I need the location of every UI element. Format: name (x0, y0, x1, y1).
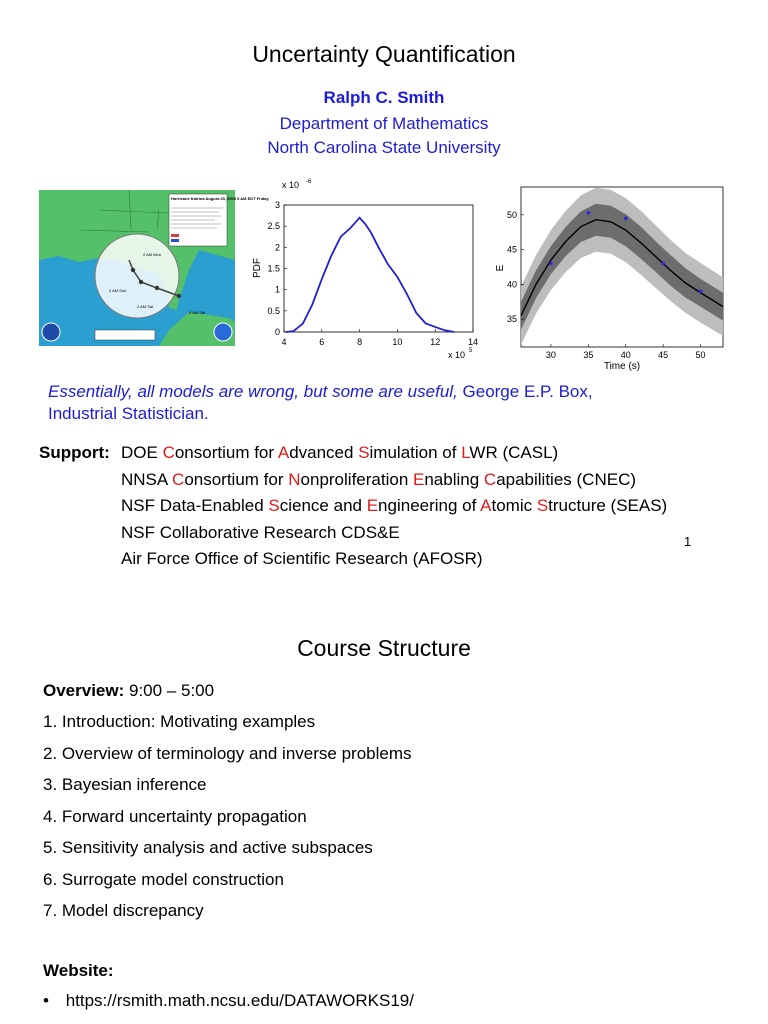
energy-xtick-label: 30 (545, 350, 556, 360)
energy-chart (493, 183, 733, 373)
pdf-ytick-label: 0 (274, 327, 280, 337)
energy-xlabel: Time (s) (603, 361, 641, 372)
quote-attribution: George E.P. Box, (462, 382, 593, 401)
support-text: NNSA (121, 469, 173, 489)
support-initial: E (413, 469, 425, 489)
university: North Carolina State University (267, 138, 501, 157)
support-text: cience and (279, 496, 367, 515)
page-number: 1 (684, 534, 692, 549)
overview-label: Overview: (43, 681, 125, 700)
energy-data-point (661, 262, 665, 266)
website-line (43, 991, 414, 1011)
energy-ytick-label: 45 (506, 244, 517, 255)
energy-data-point (624, 217, 628, 221)
pdf-ylabel: PDF (252, 258, 263, 278)
support-text: Air Force Office of Scientific Research (AFOSR) (121, 549, 483, 568)
support-initial: C (162, 443, 175, 462)
pdf-ytick-label: 2 (274, 242, 280, 253)
slide2-title: Course Structure (297, 635, 471, 661)
pdf-plot-area (284, 205, 473, 332)
energy-ylabel: E (495, 264, 506, 272)
pdf-x-exponent-power: 5 (469, 348, 473, 354)
energy-xtick-label: 35 (583, 350, 594, 360)
support-initial: S (358, 443, 370, 462)
website-url[interactable]: https://rsmith.math.ncsu.edu/DATAWORKS19/ (65, 991, 414, 1010)
course-item: 5. Sensitivity analysis and active subspaces (43, 838, 373, 857)
energy-data-point (699, 290, 703, 294)
pdf-ytick-label: 3 (274, 200, 280, 210)
pdf-xtick-label: 6 (319, 337, 325, 347)
energy-xtick-label: 45 (658, 350, 669, 360)
support-line (121, 470, 667, 497)
course-item: 4. Forward uncertainty propagation (43, 806, 307, 826)
support-line (121, 443, 667, 470)
pdf-x-exponent: x 10 (448, 350, 466, 360)
support-text: tructure (SEAS) (548, 496, 668, 515)
support-text: tomic (491, 496, 537, 515)
support-text: NSF Data-Enabled (121, 496, 269, 515)
pdf-ytick-label: 2.5 (267, 221, 280, 232)
pdf-ytick-label: 0.5 (267, 305, 280, 316)
support-text: onsortium for (174, 443, 278, 462)
course-item: 3. Bayesian inference (43, 775, 207, 794)
support-text: NSF Collaborative Research CDS&E (121, 522, 400, 542)
website-label: Website: (43, 961, 114, 980)
energy-data-point (587, 211, 591, 215)
map-label-sun: 2 AM Sun (109, 288, 127, 293)
support-text: imulation of (369, 443, 462, 462)
course-list (43, 712, 412, 933)
pdf-xtick-label: 4 (281, 337, 287, 347)
support-line (121, 549, 667, 576)
quote-line1 (48, 382, 593, 402)
support-initial: E (366, 496, 379, 515)
energy-ytick-label: 35 (506, 314, 517, 325)
overview-line (43, 681, 214, 701)
support-initial: C (172, 469, 185, 489)
course-item: 1. Introduction: Motivating examples (43, 712, 316, 731)
support-initial: C (483, 469, 497, 489)
support-text: WR (CASL) (469, 443, 559, 462)
map-label-sat: 2 AM Sat (137, 304, 154, 309)
pdf-chart (248, 172, 488, 364)
pdf-xtick-label: 10 (392, 337, 403, 347)
slide1-title: Uncertainty Quantification (252, 41, 516, 67)
course-item: 7. Model discrepancy (43, 901, 204, 920)
energy-data-point (549, 262, 553, 266)
author-name: Ralph C. Smith (323, 88, 445, 107)
map-label-mon: 2 AM Mon (143, 252, 162, 257)
pdf-ytick-label: 1 (274, 284, 280, 295)
pdf-ytick-label: 1.5 (267, 263, 280, 274)
support-text: DOE (121, 443, 163, 462)
support-label: Support: (39, 443, 110, 462)
pdf-y-exponent-power: -6 (306, 179, 312, 185)
pdf-xtick-label: 8 (357, 337, 363, 347)
support-text: dvanced (289, 443, 359, 462)
bullet: • (43, 991, 49, 1010)
pdf-xtick-label: 14 (467, 337, 479, 347)
department: Department of Mathematics (279, 114, 489, 133)
energy-ytick-label: 40 (506, 279, 517, 290)
support-initial: N (288, 469, 301, 489)
support-initial: S (536, 496, 549, 515)
course-item: 6. Surrogate model construction (43, 869, 284, 889)
support-initial: A (277, 443, 290, 462)
pdf-xtick-label: 12 (430, 337, 441, 347)
support-text: onsortium for (184, 469, 289, 489)
energy-xtick-label: 50 (695, 350, 706, 360)
support-text: onproliferation (300, 469, 413, 489)
pdf-y-exponent: x 10 (282, 180, 300, 190)
support-initial: A (480, 496, 492, 515)
quote-line2: Industrial Statistician. (48, 404, 209, 423)
energy-ytick-label: 50 (506, 209, 517, 220)
map-legend-title: Hurricane Katrina August 25, 2005 5 AM EDT Friday (171, 196, 269, 201)
map-label-sat2: 8 AM Sat (189, 310, 206, 315)
energy-xtick-label: 40 (620, 350, 631, 360)
support-line (121, 496, 667, 523)
support-text: nabling (424, 469, 484, 489)
support-text: ngineering of (378, 496, 481, 515)
overview-time: 9:00 – 5:00 (129, 681, 215, 700)
support-line (121, 523, 667, 550)
support-initial: S (268, 496, 280, 515)
quote-italic: Essentially, all models are wrong, but some are useful, (48, 382, 458, 401)
support-initial: L (461, 443, 470, 462)
support-list (121, 443, 667, 576)
course-item: 2. Overview of terminology and inverse problems (43, 743, 412, 763)
support-text: apabilities (CNEC) (496, 469, 637, 489)
